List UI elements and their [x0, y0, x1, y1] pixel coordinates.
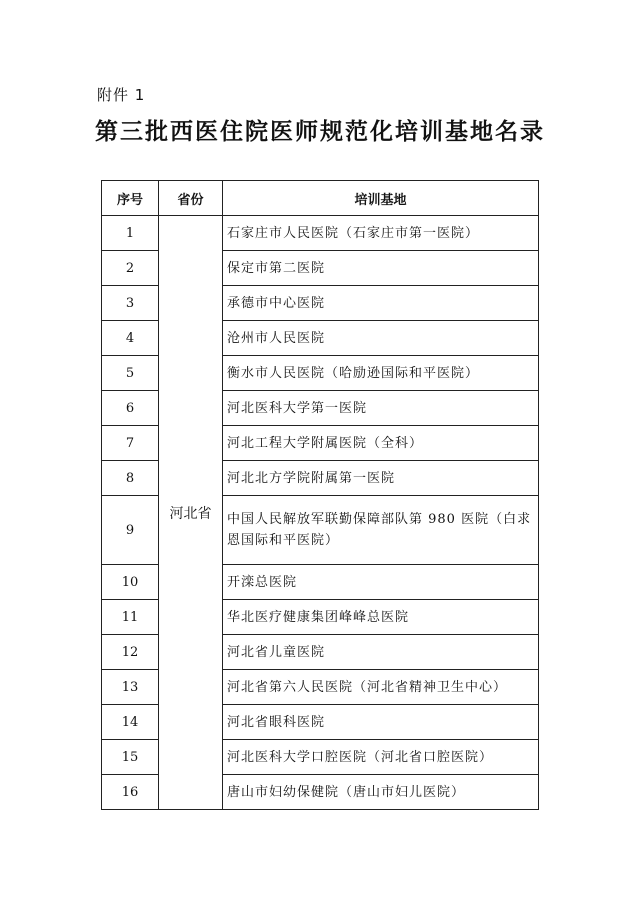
- row-number: 11: [102, 600, 159, 635]
- row-number: 1: [102, 216, 159, 251]
- training-base-name: 河北省眼科医院: [223, 705, 539, 740]
- training-base-name: 衡水市人民医院（哈励逊国际和平医院）: [223, 356, 539, 391]
- row-number: 7: [102, 426, 159, 461]
- training-base-name: 沧州市人民医院: [223, 321, 539, 356]
- column-header-province: 省份: [159, 181, 223, 216]
- row-number: 4: [102, 321, 159, 356]
- training-base-name: 保定市第二医院: [223, 251, 539, 286]
- training-base-name: 河北医科大学第一医院: [223, 391, 539, 426]
- province-cell: 河北省: [159, 216, 223, 810]
- training-base-name: 石家庄市人民医院（石家庄市第一医院）: [223, 216, 539, 251]
- row-number: 14: [102, 705, 159, 740]
- training-base-name: 开滦总医院: [223, 565, 539, 600]
- training-base-name: 河北省儿童医院: [223, 635, 539, 670]
- row-number: 3: [102, 286, 159, 321]
- column-header-training-base: 培训基地: [223, 181, 539, 216]
- attachment-label: 附件 1: [97, 86, 146, 104]
- table-header-row: [102, 181, 539, 216]
- training-base-name: 河北省第六人民医院（河北省精神卫生中心）: [223, 670, 539, 705]
- training-base-name: 承德市中心医院: [223, 286, 539, 321]
- table-row: [102, 216, 539, 251]
- training-base-name: 河北北方学院附属第一医院: [223, 461, 539, 496]
- row-number: 12: [102, 635, 159, 670]
- training-base-name: 河北医科大学口腔医院（河北省口腔医院）: [223, 740, 539, 775]
- row-number: 16: [102, 775, 159, 810]
- row-number: 5: [102, 356, 159, 391]
- training-base-table: [101, 180, 539, 810]
- training-base-name: 河北工程大学附属医院（全科）: [223, 426, 539, 461]
- document-title: 第三批西医住院医师规范化培训基地名录: [95, 119, 545, 145]
- row-number: 2: [102, 251, 159, 286]
- row-number: 13: [102, 670, 159, 705]
- row-number: 8: [102, 461, 159, 496]
- row-number: 15: [102, 740, 159, 775]
- row-number: 10: [102, 565, 159, 600]
- row-number: 9: [102, 496, 159, 565]
- training-base-name: 中国人民解放军联勤保障部队第 980 医院（白求恩国际和平医院）: [223, 496, 539, 565]
- training-base-name: 唐山市妇幼保健院（唐山市妇儿医院）: [223, 775, 539, 810]
- row-number: 6: [102, 391, 159, 426]
- column-header-serial-number: 序号: [102, 181, 159, 216]
- training-base-name: 华北医疗健康集团峰峰总医院: [223, 600, 539, 635]
